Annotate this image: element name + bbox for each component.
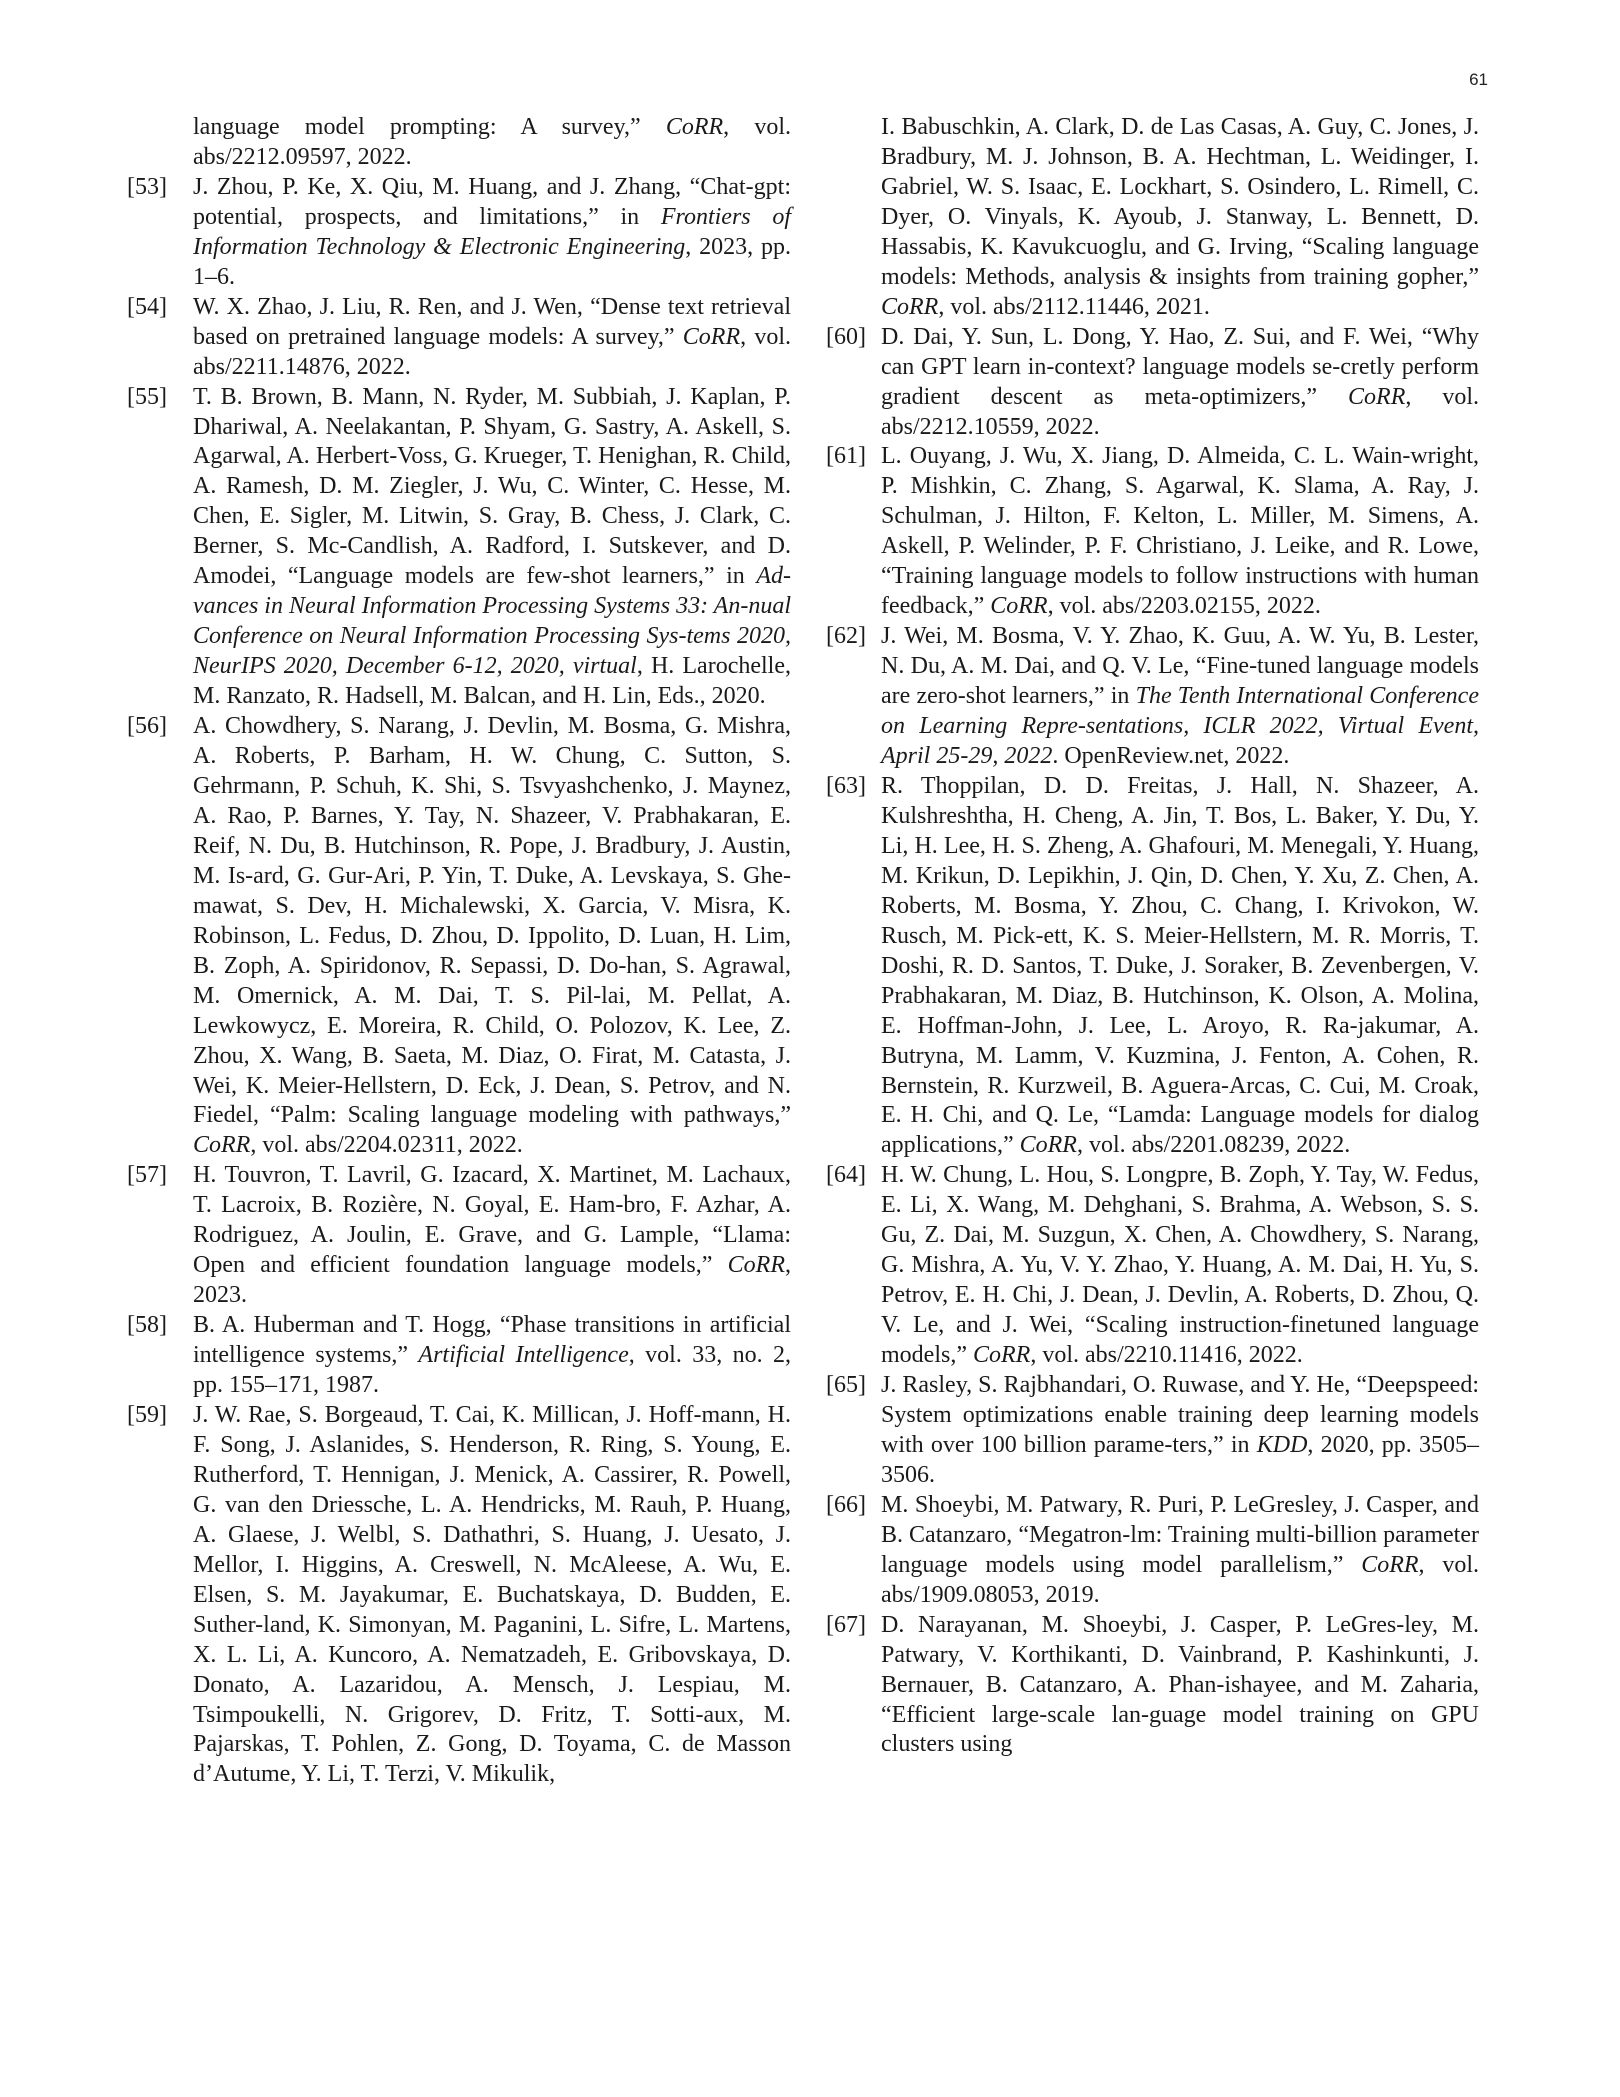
reference-label: [64] xyxy=(826,1162,866,1189)
reference-text-segment: , vol. abs/2201.08239, 2022. xyxy=(1076,1132,1351,1159)
reference-text-segment: D. Narayanan, M. Shoeybi, J. Casper, P. LeGres-ley, M. Patwary, V. Korthikanti, D. Vainbrand, P. Kashinkunti, J. Bernauer, B. Catanzaro, A. Phan-ishayee, and M. Zaharia, “Efficient large-scale lan-guage model training on GPU clusters using xyxy=(881,1611,1479,1758)
reference-text xyxy=(881,1161,1479,1371)
reference-text xyxy=(193,113,791,173)
reference-venue-italic: CoRR xyxy=(972,1342,1031,1369)
reference-text xyxy=(193,383,791,712)
reference-venue-italic: CoRR xyxy=(727,1252,785,1279)
reference-label: [59] xyxy=(127,1401,167,1428)
reference-text-segment: , H. Larochelle, M. Ranzato, R. Hadsell, M. Balcan, and H. Lin, Eds., 2020. xyxy=(193,653,791,710)
reference-text xyxy=(193,173,791,293)
reference-text-segment: , vol. abs/2212.10559, 2022. xyxy=(881,383,1480,440)
reference-label: [62] xyxy=(826,623,866,650)
reference-label: [66] xyxy=(826,1491,866,1518)
reference-text-segment: J. Wei, M. Bosma, V. Y. Zhao, K. Guu, A. W. Yu, B. Lester, N. Du, A. M. Dai, and Q. V. Le, “Fine-tuned language models are zero-shot learners,” in xyxy=(881,623,1479,710)
reference-entry xyxy=(127,1401,791,1790)
page-number: 61 xyxy=(1469,70,1488,89)
reference-text-segment: H. Touvron, T. Lavril, G. Izacard, X. Martinet, M. Lachaux, T. Lacroix, B. Rozière, N. Goyal, E. Ham-bro, F. Azhar, A. Rodriguez, A. Joulin, E. Grave, and G. Lample, “Llama: Open and efficient foundation language models,” xyxy=(193,1162,791,1279)
reference-entry xyxy=(127,383,791,712)
reference-text-segment: , vol. abs/2212.09597, 2022. xyxy=(193,114,791,170)
reference-entry xyxy=(826,1371,1479,1491)
reference-entry xyxy=(127,113,791,173)
reference-entry xyxy=(127,293,791,383)
reference-text-segment: H. W. Chung, L. Hou, S. Longpre, B. Zoph, Y. Tay, W. Fedus, E. Li, X. Wang, M. Dehghani, S. Brahma, A. Webson, S. S. Gu, Z. Dai, M. Suzgun, X. Chen, A. Chowdhery, S. Narang, G. Mishra, A. Yu, V. Y. Zhao, Y. Huang, A. M. Dai, H. Yu, S. Petrov, E. H. Chi, J. Dean, J. Devlin, A. Roberts, D. Zhou, Q. V. Le, and J. Wei, “Scaling instruction-finetuned language models,” xyxy=(881,1162,1479,1369)
reference-label: [60] xyxy=(826,323,866,350)
reference-text-segment: D. Dai, Y. Sun, L. Dong, Y. Hao, Z. Sui, and F. Wei, “Why can GPT learn in-context? language models se-cretly perform gradient descent as meta-optimizers,” xyxy=(881,323,1479,410)
reference-text-segment: , vol. abs/2203.02155, 2022. xyxy=(1047,593,1321,620)
reference-text-segment: L. Ouyang, J. Wu, X. Jiang, D. Almeida, C. L. Wain-wright, P. Mishkin, C. Zhang, S. Agarwal, K. Slama, A. Ray, J. Schulman, J. Hilton, F. Kelton, L. Miller, M. Simens, A. Askell, P. Welinder, P. F. Christiano, J. Leike, and R. Lowe, “Training language models to follow instructions with human feedback,” xyxy=(881,443,1479,620)
reference-text-segment: J. Zhou, P. Ke, X. Qiu, M. Huang, and J. Zhang, “Chat-gpt: potential, prospects, and limitations,” in xyxy=(193,173,791,230)
reference-label: [56] xyxy=(127,713,167,740)
reference-entry xyxy=(826,1611,1479,1761)
reference-label: [61] xyxy=(826,443,866,470)
reference-text-segment: M. Shoeybi, M. Patwary, R. Puri, P. LeGresley, J. Casper, and B. Catanzaro, “Megatron-lm: Training multi-billion parameter language models using model parallelism,” xyxy=(881,1491,1479,1578)
reference-text xyxy=(881,1371,1479,1491)
reference-text-segment: , vol. abs/1909.08053, 2019. xyxy=(881,1551,1479,1608)
reference-label: [53] xyxy=(127,173,167,200)
reference-venue-italic: CoRR xyxy=(990,593,1048,620)
reference-entry xyxy=(826,1161,1479,1371)
reference-text xyxy=(193,712,791,1161)
reference-text xyxy=(881,113,1479,323)
reference-text xyxy=(193,1161,791,1311)
reference-entry xyxy=(826,1491,1479,1611)
reference-text-segment: R. Thoppilan, D. D. Freitas, J. Hall, N. Shazeer, A. Kulshreshtha, H. Cheng, A. Jin, T. Bos, L. Baker, Y. Du, Y. Li, H. Lee, H. S. Zheng, A. Ghafouri, M. Menegali, Y. Huang, M. Krikun, D. Lepikhin, J. Qin, D. Chen, Y. Xu, Z. Chen, A. Roberts, M. Bosma, Y. Zhou, C. Chang, I. Krivokon, W. Rusch, M. Pick-ett, K. S. Meier-Hellstern, M. R. Morris, T. Doshi, R. D. Santos, T. Duke, J. Soraker, B. Zevenbergen, V. Prabhakaran, M. Diaz, B. Hutchinson, K. Olson, A. Molina, E. Hoffman-John, J. Lee, L. Aroyo, R. Ra-jakumar, A. Butryna, M. Lamm, V. Kuzmina, J. Fenton, A. Cohen, R. Bernstein, R. Kurzweil, B. Aguera-Arcas, C. Cui, M. Croak, E. H. Chi, and Q. Le, “Lamda: Language models for dialog applications,” xyxy=(881,772,1479,1159)
reference-label: [67] xyxy=(826,1611,866,1638)
reference-venue-italic: CoRR xyxy=(1348,383,1406,410)
reference-text-segment: , vol. abs/2211.14876, 2022. xyxy=(193,323,791,380)
reference-venue-italic: CoRR xyxy=(1019,1132,1077,1159)
reference-text-segment: , vol. 33, no. 2, pp. 155–171, 1987. xyxy=(193,1342,792,1399)
reference-text-segment: W. X. Zhao, J. Liu, R. Ren, and J. Wen, “Dense text retrieval based on pretrained language models: A survey,” xyxy=(193,293,791,350)
reference-entry xyxy=(826,622,1479,772)
reference-text xyxy=(881,1491,1479,1611)
reference-text-segment: I. Babuschkin, A. Clark, D. de Las Casas, A. Guy, C. Jones, J. Bradbury, M. J. Johnson, B. A. Hechtman, L. Weidinger, I. Gabriel, W. S. Isaac, E. Lockhart, S. Osindero, L. Rimell, C. Dyer, O. Vinyals, K. Ayoub, J. Stanway, L. Bennett, D. Hassabis, K. Kavukcuoglu, and G. Irving, “Scaling language models: Methods, analysis & insights from training gopher,” xyxy=(881,114,1479,290)
reference-text xyxy=(881,772,1479,1161)
reference-entry xyxy=(127,1161,791,1311)
reference-label: [65] xyxy=(826,1372,866,1399)
reference-venue-italic: CoRR xyxy=(881,293,939,320)
reference-entry xyxy=(127,712,791,1161)
reference-label: [57] xyxy=(127,1162,167,1189)
references-right-column xyxy=(826,113,1479,1760)
reference-venue-italic: CoRR xyxy=(193,1132,251,1159)
reference-text-segment: A. Chowdhery, S. Narang, J. Devlin, M. Bosma, G. Mishra, A. Roberts, P. Barham, H. W. Chung, C. Sutton, S. Gehrmann, P. Schuh, K. Shi, S. Tsvyashchenko, J. Maynez, A. Rao, P. Barnes, Y. Tay, N. Shazeer, V. Prabhakaran, E. Reif, N. Du, B. Hutchinson, R. Pope, J. Bradbury, J. Austin, M. Is-ard, G. Gur-Ari, P. Yin, T. Duke, A. Levskaya, S. Ghe-mawat, S. Dev, H. Michalewski, X. Garcia, V. Misra, K. Robinson, L. Fedus, D. Zhou, D. Ippolito, D. Luan, H. Lim, B. Zoph, A. Spiridonov, R. Sepassi, D. Do-han, S. Agrawal, M. Omernick, A. M. Dai, T. S. Pil-lai, M. Pellat, A. Lewkowycz, E. Moreira, R. Child, O. Polozov, K. Lee, Z. Zhou, X. Wang, B. Saeta, M. Diaz, O. Firat, M. Catasta, J. Wei, K. Meier-Hellstern, D. Eck, J. Dean, S. Petrov, and N. Fiedel, “Palm: Scaling language modeling with pathways,” xyxy=(193,713,791,1129)
reference-text-segment: T. B. Brown, B. Mann, N. Ryder, M. Subbiah, J. Kaplan, P. Dhariwal, A. Neelakantan, P. Shyam, G. Sastry, A. Askell, S. Agarwal, A. Herbert-Voss, G. Krueger, T. Henighan, R. Child, A. Ramesh, D. M. Ziegler, J. Wu, C. Winter, C. Hesse, M. Chen, E. Sigler, M. Litwin, S. Gray, B. Chess, J. Clark, C. Berner, S. Mc-Candlish, A. Radford, I. Sutskever, and D. Amodei, “Language models are few-shot learners,” in xyxy=(193,383,791,590)
reference-label: [54] xyxy=(127,293,167,320)
reference-text xyxy=(193,1311,791,1401)
reference-venue-italic: The Tenth International Conference on Learning Repre-sentations, ICLR 2022, Virtual Event, April 25-29, 2022 xyxy=(881,683,1479,770)
reference-text-segment: language model prompting: A survey,” xyxy=(193,114,666,140)
reference-text-segment: J. W. Rae, S. Borgeaud, T. Cai, K. Millican, J. Hoff-mann, H. F. Song, J. Aslanides, S. Henderson, R. Ring, S. Young, E. Rutherford, T. Hennigan, J. Menick, A. Cassirer, R. Powell, G. van den Driessche, L. A. Hendricks, M. Rauh, P. Huang, A. Glaese, J. Welbl, S. Dathathri, S. Huang, J. Uesato, J. Mellor, I. Higgins, A. Creswell, N. McAleese, A. Wu, E. Elsen, S. M. Jayakumar, E. Buchatskaya, D. Budden, E. Suther-land, K. Simonyan, M. Paganini, L. Sifre, L. Martens, X. L. Li, A. Kuncoro, A. Nematzadeh, E. Gribovskaya, D. Donato, A. Lazaridou, A. Mensch, J. Lespiau, M. Tsimpoukelli, N. Grigorev, D. Fritz, T. Sotti-aux, M. Pajarskas, T. Pohlen, Z. Gong, D. Toyama, C. de Masson d’Autume, Y. Li, T. Terzi, V. Mikulik, xyxy=(193,1401,791,1788)
reference-text xyxy=(881,323,1479,443)
reference-venue-italic: CoRR xyxy=(665,114,724,140)
reference-text xyxy=(881,1611,1479,1761)
reference-label: [63] xyxy=(826,772,866,799)
reference-venue-italic: Ad-vances in Neural Information Processing Systems 33: An-nual Conference on Neural Information Processing Sys-tems 2020, NeurIPS 2020, December 6-12, 2020, virtual xyxy=(193,563,791,680)
reference-text-segment: , vol. abs/2204.02311, 2022. xyxy=(250,1132,523,1159)
reference-entry xyxy=(826,113,1479,323)
reference-venue-italic: Frontiers of Information Technology & Electronic Engineering xyxy=(193,203,792,260)
reference-entry xyxy=(826,323,1479,443)
reference-venue-italic: Artificial Intelligence xyxy=(418,1342,629,1369)
reference-text-segment: , 2020, pp. 3505–3506. xyxy=(881,1431,1479,1488)
reference-text-segment: , vol. abs/2210.11416, 2022. xyxy=(1030,1342,1303,1369)
reference-venue-italic: CoRR xyxy=(682,323,741,350)
reference-text xyxy=(193,293,791,383)
reference-label: [58] xyxy=(127,1312,167,1339)
reference-label: [55] xyxy=(127,383,167,410)
reference-text-segment: J. Rasley, S. Rajbhandari, O. Ruwase, and Y. He, “Deepspeed: System optimizations enable training deep learning models with over 100 billion parame-ters,” in xyxy=(881,1372,1479,1458)
reference-venue-italic: KDD xyxy=(1256,1431,1308,1458)
reference-entry xyxy=(127,173,791,293)
reference-text-segment: . OpenReview.net, 2022. xyxy=(1052,743,1290,770)
reference-text-segment: , vol. abs/2112.11446, 2021. xyxy=(938,293,1210,320)
reference-entry xyxy=(826,442,1479,622)
reference-venue-italic: CoRR xyxy=(1361,1551,1419,1578)
reference-entry xyxy=(127,1311,791,1401)
reference-text xyxy=(881,622,1479,772)
reference-text xyxy=(193,1401,791,1790)
reference-text xyxy=(881,442,1479,622)
reference-entry xyxy=(826,772,1479,1161)
reference-text-segment: , 2023, pp. 1–6. xyxy=(193,233,791,290)
reference-text-segment: B. A. Huberman and T. Hogg, “Phase transitions in artificial intelligence systems,” xyxy=(193,1312,791,1369)
references-left-column xyxy=(127,113,791,1790)
reference-text-segment: , 2023. xyxy=(193,1252,791,1309)
